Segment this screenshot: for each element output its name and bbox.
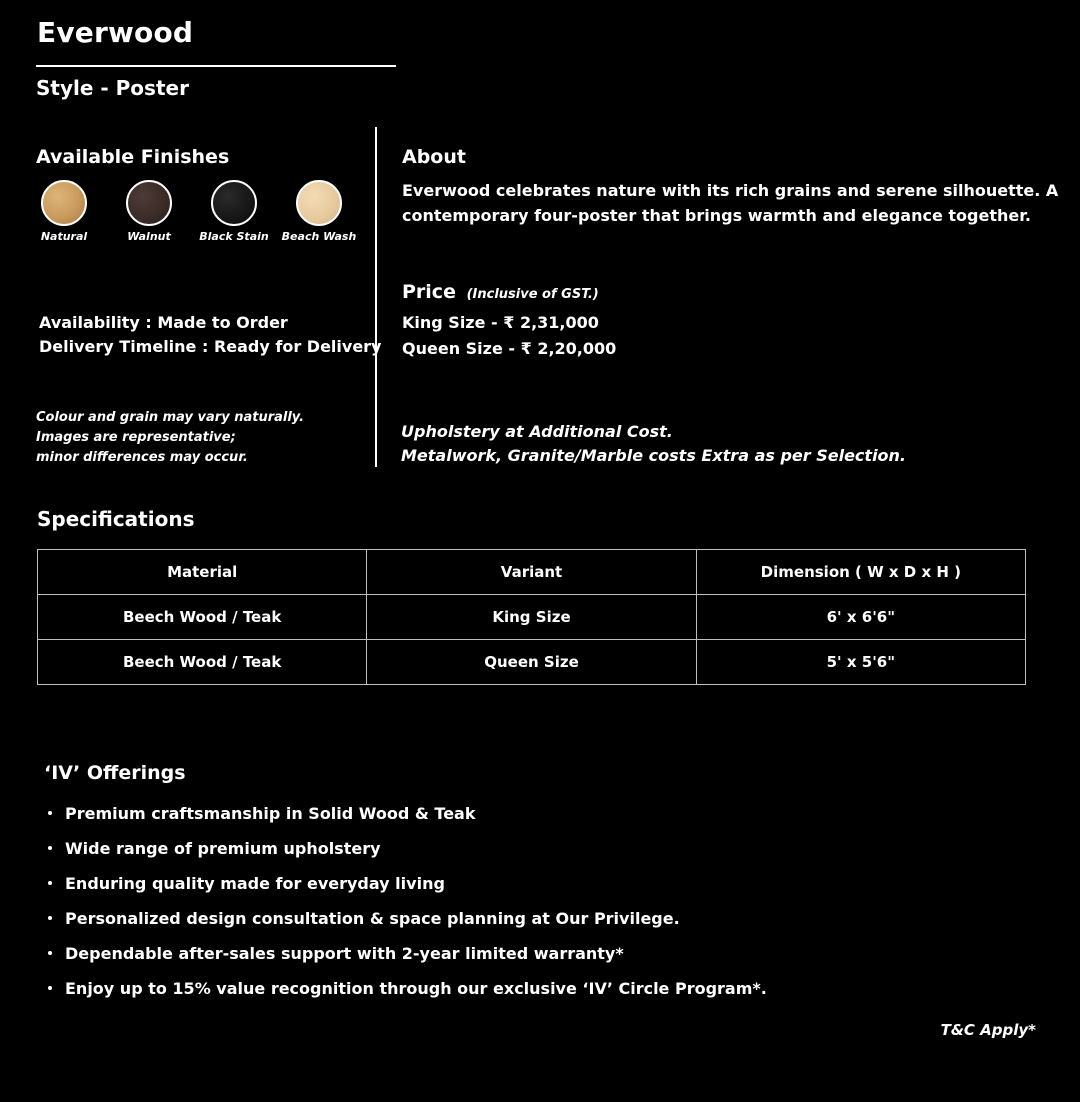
finish-walnut[interactable] [107,180,191,243]
offering-text: Wide range of premium upholstery [65,839,381,858]
finish-beach-wash[interactable] [277,180,361,243]
specifications-table [37,549,1026,685]
offering-text: Enduring quality made for everyday living [65,874,445,893]
finish-natural[interactable] [22,180,106,243]
column-header-material: Material [38,550,367,595]
offerings-heading: ‘IV’ Offerings [44,762,186,784]
list-item [44,831,767,866]
natural-swatch [41,180,87,226]
terms-note: T&C Apply* [940,1021,1036,1039]
delivery-line: Delivery Timeline : Ready for Delivery [39,337,382,356]
price-list [402,310,616,362]
offering-text: Enjoy up to 15% value recognition through our exclusive ‘IV’ Circle Program*. [65,979,767,998]
offering-text: Dependable after-sales support with 2-year limited warranty* [65,944,624,963]
list-item [44,971,767,1006]
list-item [44,901,767,936]
black-stain-swatch [211,180,257,226]
price-heading [402,281,599,303]
column-header-dimension: Dimension ( W x D x H ) [696,550,1025,595]
list-item [44,936,767,971]
table-row [38,595,1026,640]
cell-dimension: 5' x 5'6" [696,640,1025,685]
disclaimer-line: Images are representative; [36,430,236,445]
title-underline [36,65,396,67]
beach-wash-swatch [296,180,342,226]
upholstery-note: Upholstery at Additional Cost. [401,422,673,441]
bullet-icon [48,916,52,920]
walnut-swatch [126,180,172,226]
bullet-icon [48,846,52,850]
cell-dimension: 6' x 6'6" [696,595,1025,640]
finish-label: Walnut [127,230,171,243]
offering-text: Premium craftsmanship in Solid Wood & Teak [65,804,476,823]
vertical-divider [375,127,377,467]
bullet-icon [48,811,52,815]
price-label: Price [402,281,456,303]
offering-text: Personalized design consultation & space planning at Our Privilege. [65,909,680,928]
style-subtitle: Style - Poster [36,76,189,100]
list-item [44,866,767,901]
bullet-icon [48,986,52,990]
price-king: King Size - ₹ 2,31,000 [402,313,599,332]
cell-material: Beech Wood / Teak [38,640,367,685]
specifications-heading: Specifications [37,507,195,531]
price-queen: Queen Size - ₹ 2,20,000 [402,339,617,358]
offerings-list [44,796,767,1006]
availability-block [39,311,381,359]
table-header-row [38,550,1026,595]
metalwork-note: Metalwork, Granite/Marble costs Extra as per Selection. [401,446,907,465]
disclaimer-line: Colour and grain may vary naturally. [36,410,305,425]
additional-costs [401,420,906,468]
list-item [44,796,767,831]
finishes-heading: Available Finishes [36,146,230,168]
availability-line: Availability : Made to Order [39,313,288,332]
cell-material: Beech Wood / Teak [38,595,367,640]
cell-variant: King Size [367,595,696,640]
finish-label: Beach Wash [281,230,357,243]
bullet-icon [48,951,52,955]
about-text: Everwood celebrates nature with its rich grains and serene silhouette. A contemporary four-poster that brings warmth and elegance together. [402,181,1059,225]
column-header-variant: Variant [367,550,696,595]
finish-black-stain[interactable] [192,180,276,243]
table-row [38,640,1026,685]
product-title: Everwood [37,16,194,49]
finish-label: Natural [40,230,88,243]
disclaimer-note [36,408,304,468]
disclaimer-line: minor differences may occur. [36,450,248,465]
price-gst-note: (Inclusive of GST.) [466,287,599,302]
bullet-icon [48,881,52,885]
finish-label: Black Stain [199,230,269,243]
about-heading: About [402,146,466,168]
cell-variant: Queen Size [367,640,696,685]
